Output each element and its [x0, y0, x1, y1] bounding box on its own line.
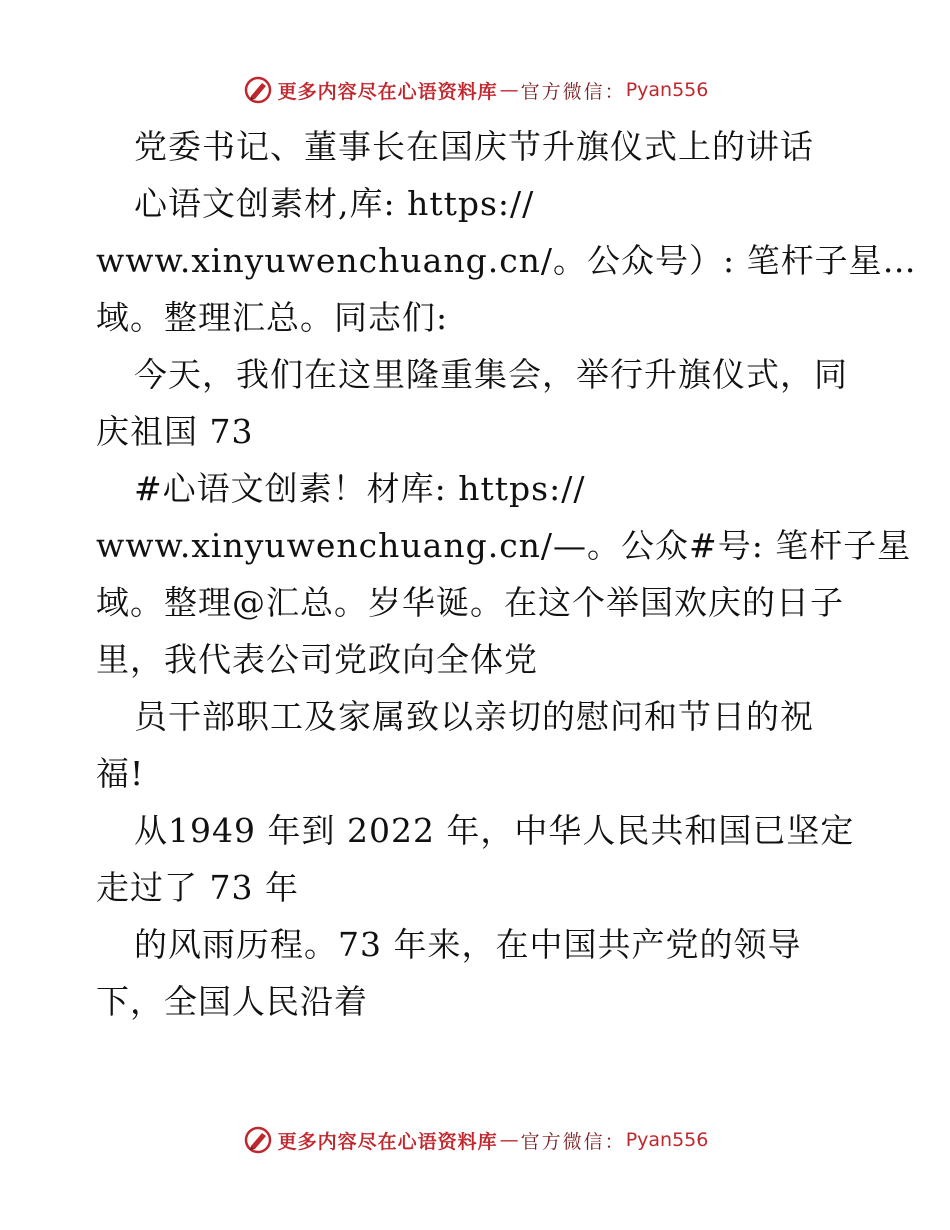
- paragraph-line: 今天，我们在这里隆重集会，举行升旗仪式，同: [134, 355, 848, 394]
- pen-logo-icon: [242, 74, 274, 106]
- paragraph-line: 下，全国人民沿着: [96, 982, 368, 1021]
- banner-wechat-id: Pyan556: [625, 1129, 709, 1151]
- paragraph-line: 域。整理@汇总。岁华诞。在这个举国欢庆的日子: [96, 583, 844, 622]
- banner-wechat-label: 官方微信: [520, 1130, 605, 1153]
- banner-wechat-id: Pyan556: [625, 79, 709, 101]
- paragraph-line: www.xinyuwenchuang.cn/。公众号）: 笔杆子星…: [96, 241, 917, 280]
- banner-colon: ：: [604, 1130, 624, 1153]
- paragraph-line: 庆祖国 73: [96, 412, 254, 451]
- paragraph-line: 心语文创素材,库: https://: [134, 184, 535, 223]
- pen-logo-icon: [242, 1124, 274, 1156]
- paragraph-line: 的风雨历程。73 年来，在中国共产党的领导: [134, 925, 802, 964]
- banner-colon: ：: [604, 80, 624, 103]
- banner-main-text: 更多内容尽在心语资料库: [277, 80, 498, 103]
- paragraph-line: 福!: [96, 754, 145, 793]
- document-body: [96, 118, 917, 1030]
- paragraph-line: 里，我代表公司党政向全体党: [96, 640, 538, 679]
- paragraph-line: 域。整理汇总。同志们:: [96, 298, 449, 337]
- document-title: 党委书记、董事长在国庆节升旗仪式上的讲话: [134, 127, 814, 166]
- banner-main-text: 更多内容尽在心语资料库: [277, 1130, 498, 1153]
- paragraph-line: 走过了 73 年: [96, 868, 299, 907]
- paragraph-line: 员干部职工及家属致以亲切的慰问和节日的祝: [134, 697, 814, 736]
- banner-wechat-label: 官方微信: [520, 80, 605, 103]
- banner-dash: —: [499, 1129, 519, 1151]
- header-banner: [0, 70, 950, 110]
- paragraph-line: #心语文创素！材库: https://: [134, 469, 586, 508]
- paragraph-line: www.xinyuwenchuang.cn/—。公众#号: 笔杆子星: [96, 526, 912, 565]
- footer-banner: [0, 1120, 950, 1160]
- paragraph-line: 从1949 年到 2022 年，中华人民共和国已坚定: [134, 811, 855, 850]
- banner-dash: —: [499, 79, 519, 101]
